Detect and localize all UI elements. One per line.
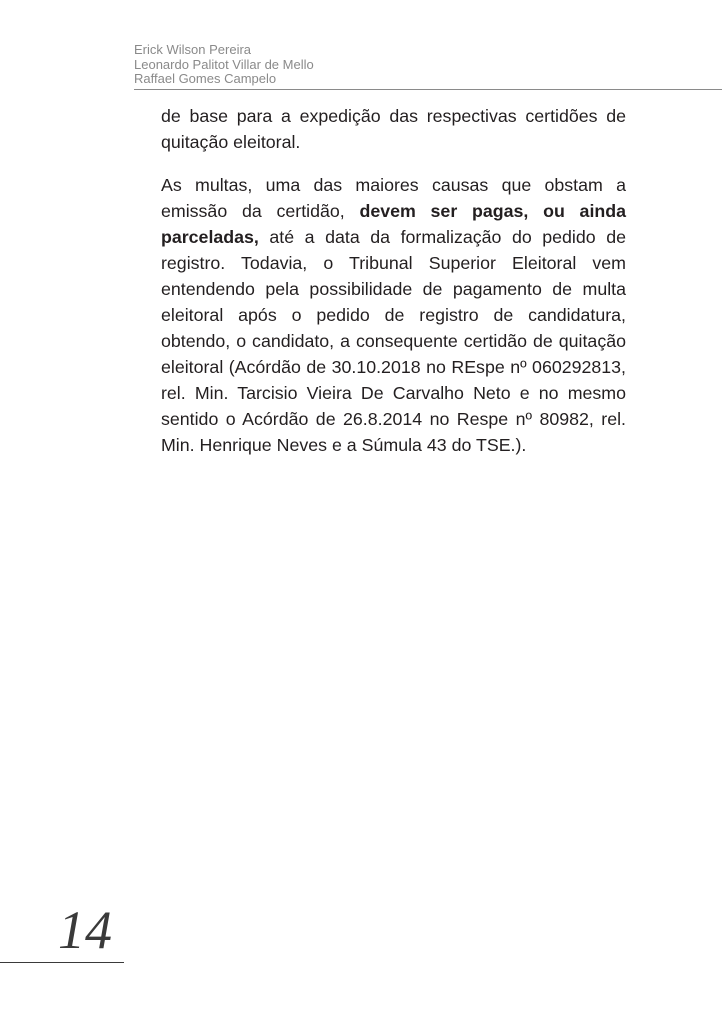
header-rule [134,89,722,90]
page-number: 14 [58,900,112,960]
paragraph-2-text-a: As multas, uma das maiores causas que obstam a emissão da certidão, [161,175,626,221]
header-author-2: Leonardo Palitot Villar de Mello [134,56,314,72]
paragraph-2-bold: devem ser pagas, ou ainda parceladas, [161,201,626,247]
header-author-3: Raffael Gomes Campelo [134,71,277,86]
body-text [161,103,626,475]
running-header [134,43,314,87]
paragraph-2 [161,172,626,458]
paragraph-1: de base para a expedição das respectivas certidões de quitação eleitoral. [161,106,626,152]
paragraph-2-text-b: até a data da formalização do pedido de registro. Todavia, o Tribunal Superior Eleitoral vem entendendo pela possibilidade de pagamento de multa eleitoral após o pedido de registro de candidatura, obtendo, o candidato, a consequente certidão de quitação eleitoral (Acórdão de 30.10.2018 no REspe nº 060292813, rel. Min. Tarcisio Vieira De Carvalho Neto e no mesmo sentido o Acórdão de 26.8.2014 no Respe nº 80982, rel. Min. Henrique Neves e a Súmula 43 do TSE.). [161,227,626,455]
footer-rule [0,962,124,963]
header-author-1: Erick Wilson Pereira [134,42,252,57]
